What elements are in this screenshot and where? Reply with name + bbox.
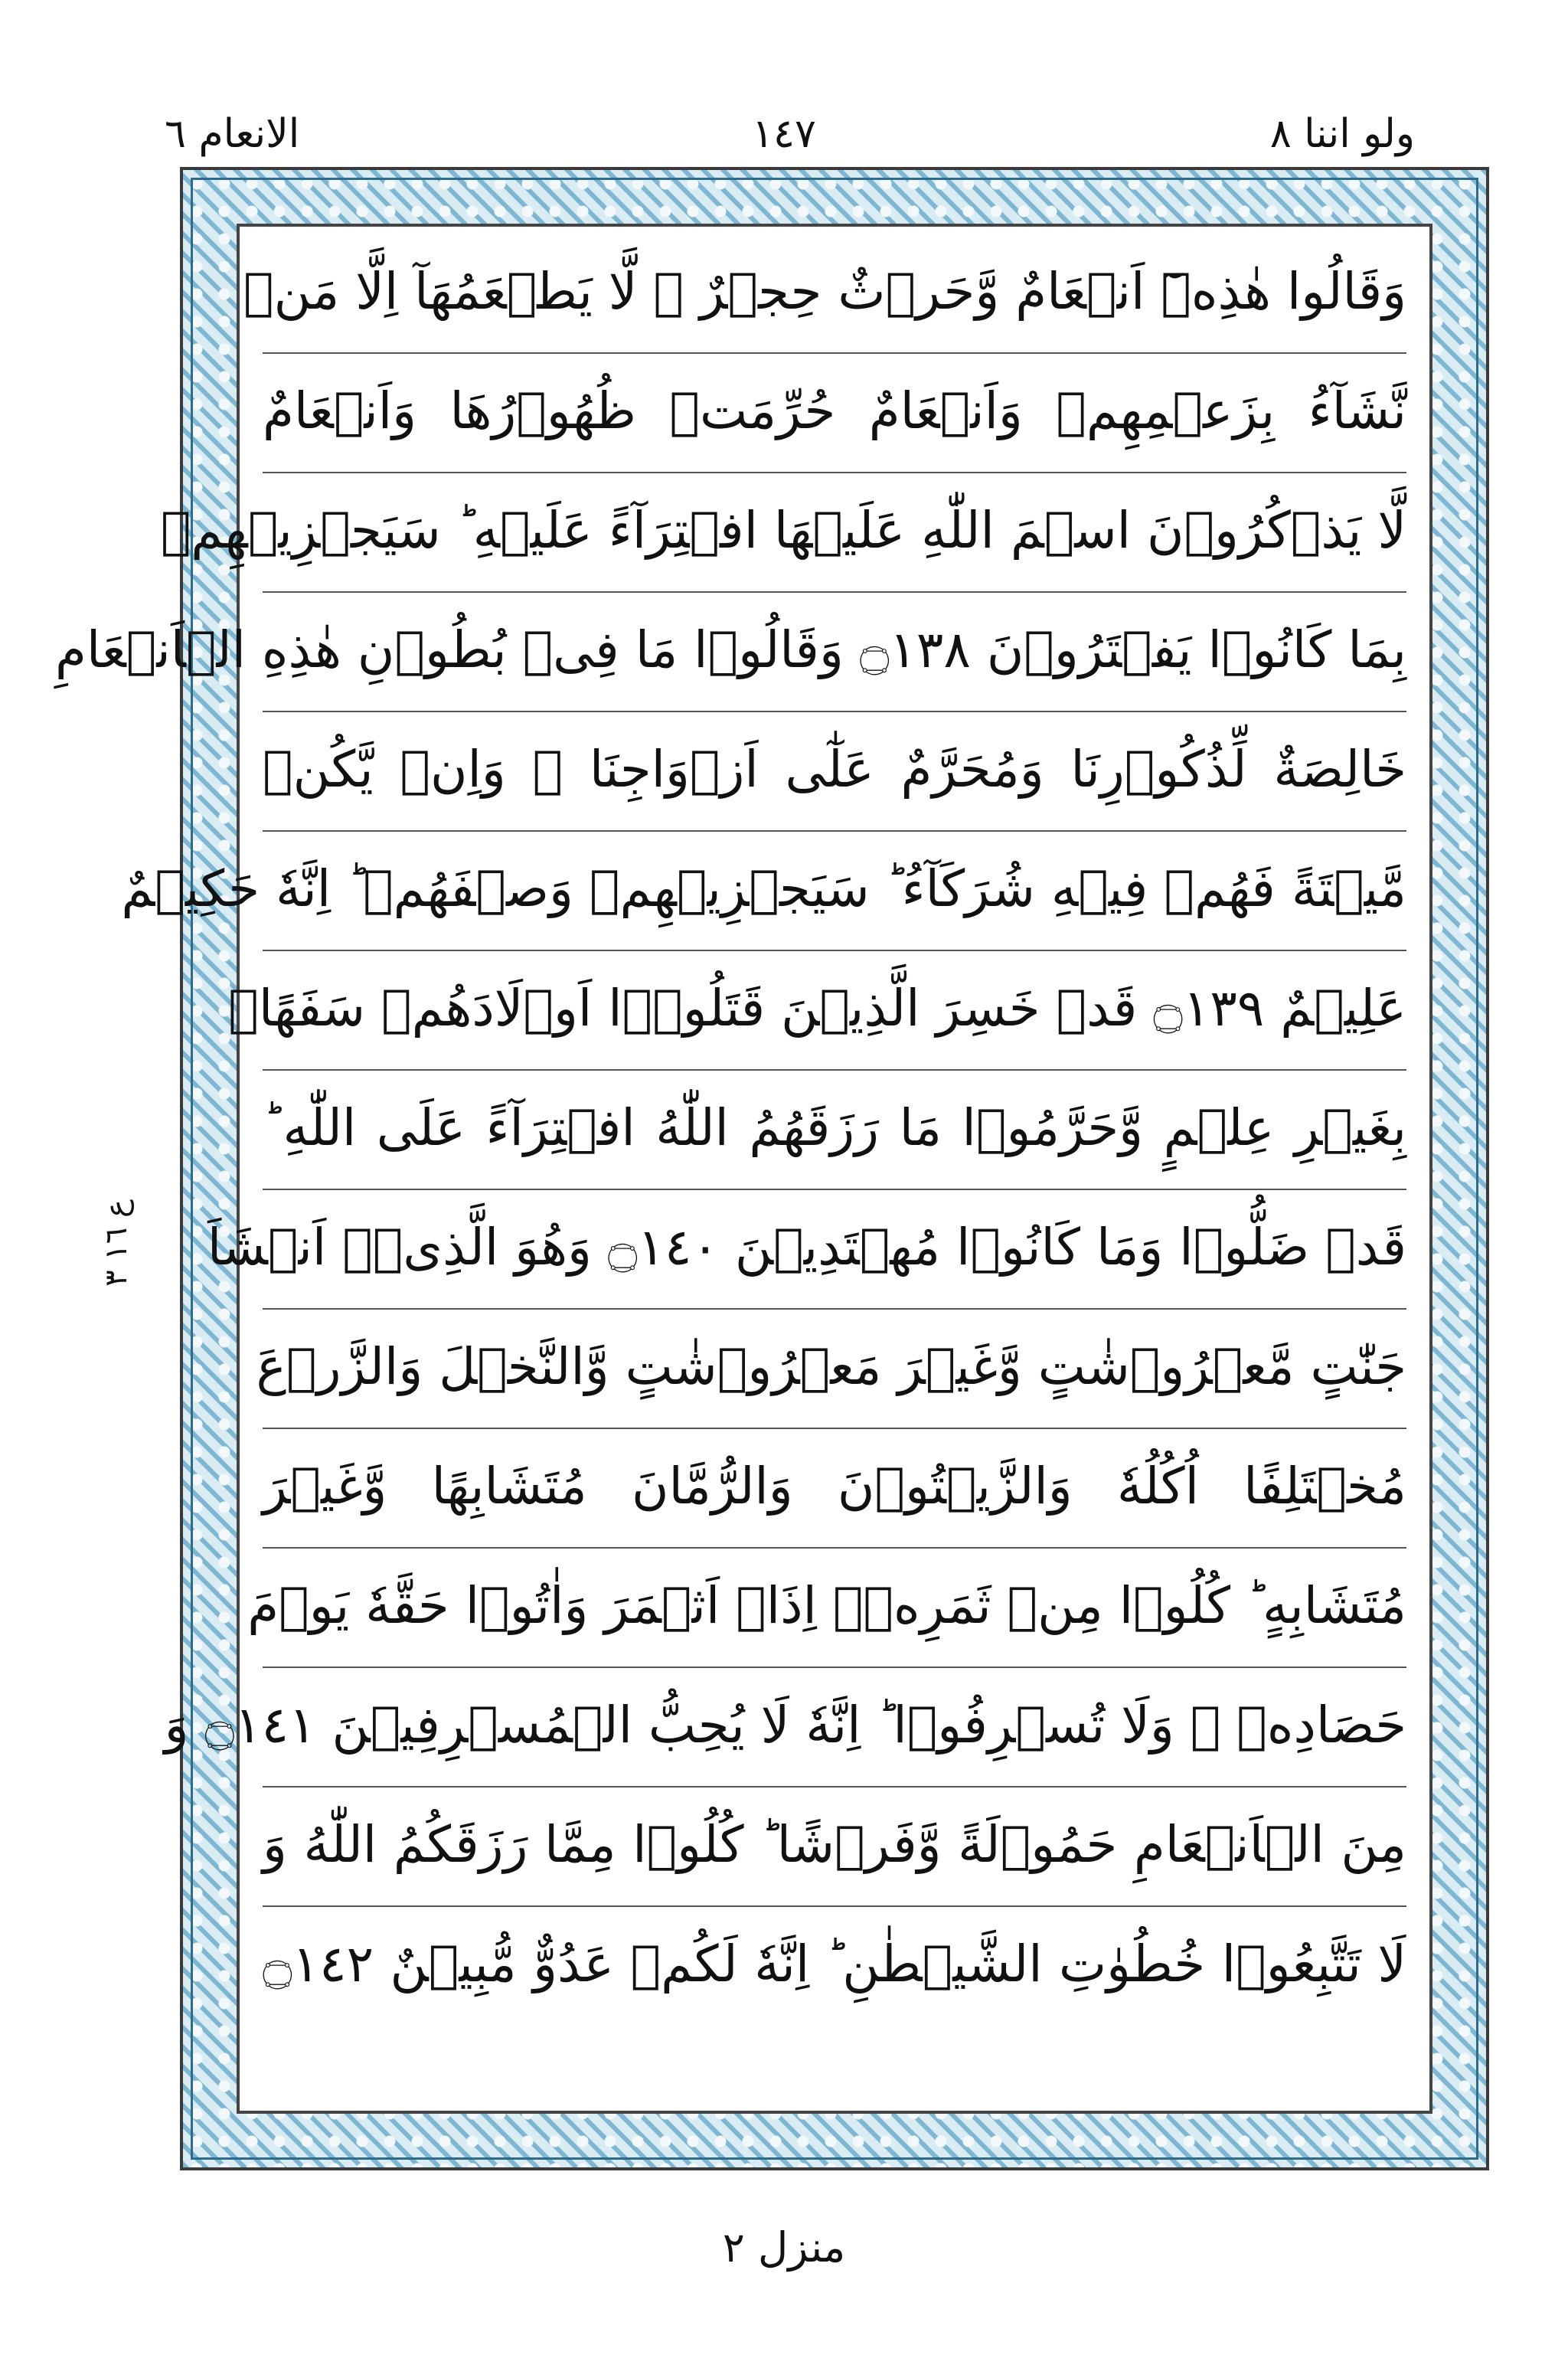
text-line: مَّيۡتَةً فَهُمۡ فِيۡهِ شُرَكَآءُ ؕ سَيَجۡزِيۡهِمۡ وَصۡفَهُمۡ ؕ اِنَّهٗ حَكِيۡمٌ: [263, 832, 1406, 951]
text-line: مُخۡتَلِفًا اُكُلُهٗ وَالزَّيۡتُوۡنَ وَالرُّمَّانَ مُتَشَابِهًا وَّغَيۡرَ: [263, 1429, 1406, 1549]
text-line: جَنّٰتٍ مَّعۡرُوۡشٰتٍ وَّغَيۡرَ مَعۡرُوۡشٰتٍ وَّالنَّخۡلَ وَالزَّرۡعَ: [263, 1310, 1406, 1429]
text-line: وَقَالُوا هٰذِهٖٓ اَنۡعَامٌ وَّحَرۡثٌ حِجۡرٌ ۖ لَّا يَطۡعَمُهَآ اِلَّا مَنۡ: [263, 234, 1406, 354]
ruku-marker: ع ١٦ ٣: [99, 1199, 134, 1287]
text-line: بِغَيۡرِ عِلۡمٍ وَّحَرَّمُوۡا مَا رَزَقَهُمُ اللّٰهُ افۡتِرَآءً عَلَى اللّٰهِ ؕ: [263, 1071, 1406, 1190]
juz-title: ولو اننا ٨: [1269, 111, 1415, 157]
text-line: بِمَا كَانُوۡا يَفۡتَرُوۡنَ ۝١٣٨ وَقَالُوۡا مَا فِىۡ بُطُوۡنِ هٰذِهِ الۡاَنۡعَامِ: [263, 593, 1406, 712]
manzil-footer: منزل ٢: [722, 2223, 846, 2272]
text-line: نَّشَآءُ بِزَعۡمِهِمۡ وَاَنۡعَامٌ حُرِّمَتۡ ظُهُوۡرُهَا وَاَنۡعَامٌ: [263, 354, 1406, 473]
text-line: لَا تَتَّبِعُوۡا خُطُوٰتِ الشَّيۡطٰنِ ؕ اِنَّهٗ لَكُمۡ عَدُوٌّ مُّبِيۡنٌ ۝١٤٢: [263, 1935, 1406, 1994]
text-line: خَالِصَةٌ لِّذُكُوۡرِنَا وَمُحَرَّمٌ عَلٰٓى اَزۡوَاجِنَا ۚ وَاِنۡ يَّكُنۡ: [263, 712, 1406, 832]
text-line: قَدۡ ضَلُّوۡا وَمَا كَانُوۡا مُهۡتَدِيۡنَ ۝١٤٠ وَهُوَ الَّذِىۡۤ اَنۡشَاَ: [263, 1190, 1406, 1310]
text-line: مِنَ الۡاَنۡعَامِ حَمُوۡلَةً وَّفَرۡشًا ؕ كُلُوۡا مِمَّا رَزَقَكُمُ اللّٰهُ وَ: [263, 1788, 1406, 1907]
text-line: عَلِيۡمٌ ۝١٣٩ قَدۡ خَسِرَ الَّذِيۡنَ قَتَلُوۡۤا اَوۡلَادَهُمۡ سَفَهًاۢ: [263, 951, 1406, 1071]
page-header: [0, 100, 1568, 168]
text-line: مُتَشَابِهٍ ؕ كُلُوۡا مِنۡ ثَمَرِهٖۤ اِذَاۤ اَثۡمَرَ وَاٰتُوۡا حَقَّهٗ يَوۡمَ: [263, 1549, 1406, 1668]
surah-title: الانعام ٦: [165, 111, 300, 157]
page-number: ١٤٧: [752, 111, 816, 157]
text-line: لَّا يَذۡكُرُوۡنَ اسۡمَ اللّٰهِ عَلَيۡهَا افۡتِرَآءً عَلَيۡهِ ؕ سَيَجۡزِيۡهِمۡ: [263, 473, 1406, 593]
text-line: حَصَادِهٖ ۖ وَلَا تُسۡرِفُوۡا ؕ اِنَّهٗ لَا يُحِبُّ الۡمُسۡرِفِيۡنَ ۝١٤١ وَ: [263, 1668, 1406, 1788]
